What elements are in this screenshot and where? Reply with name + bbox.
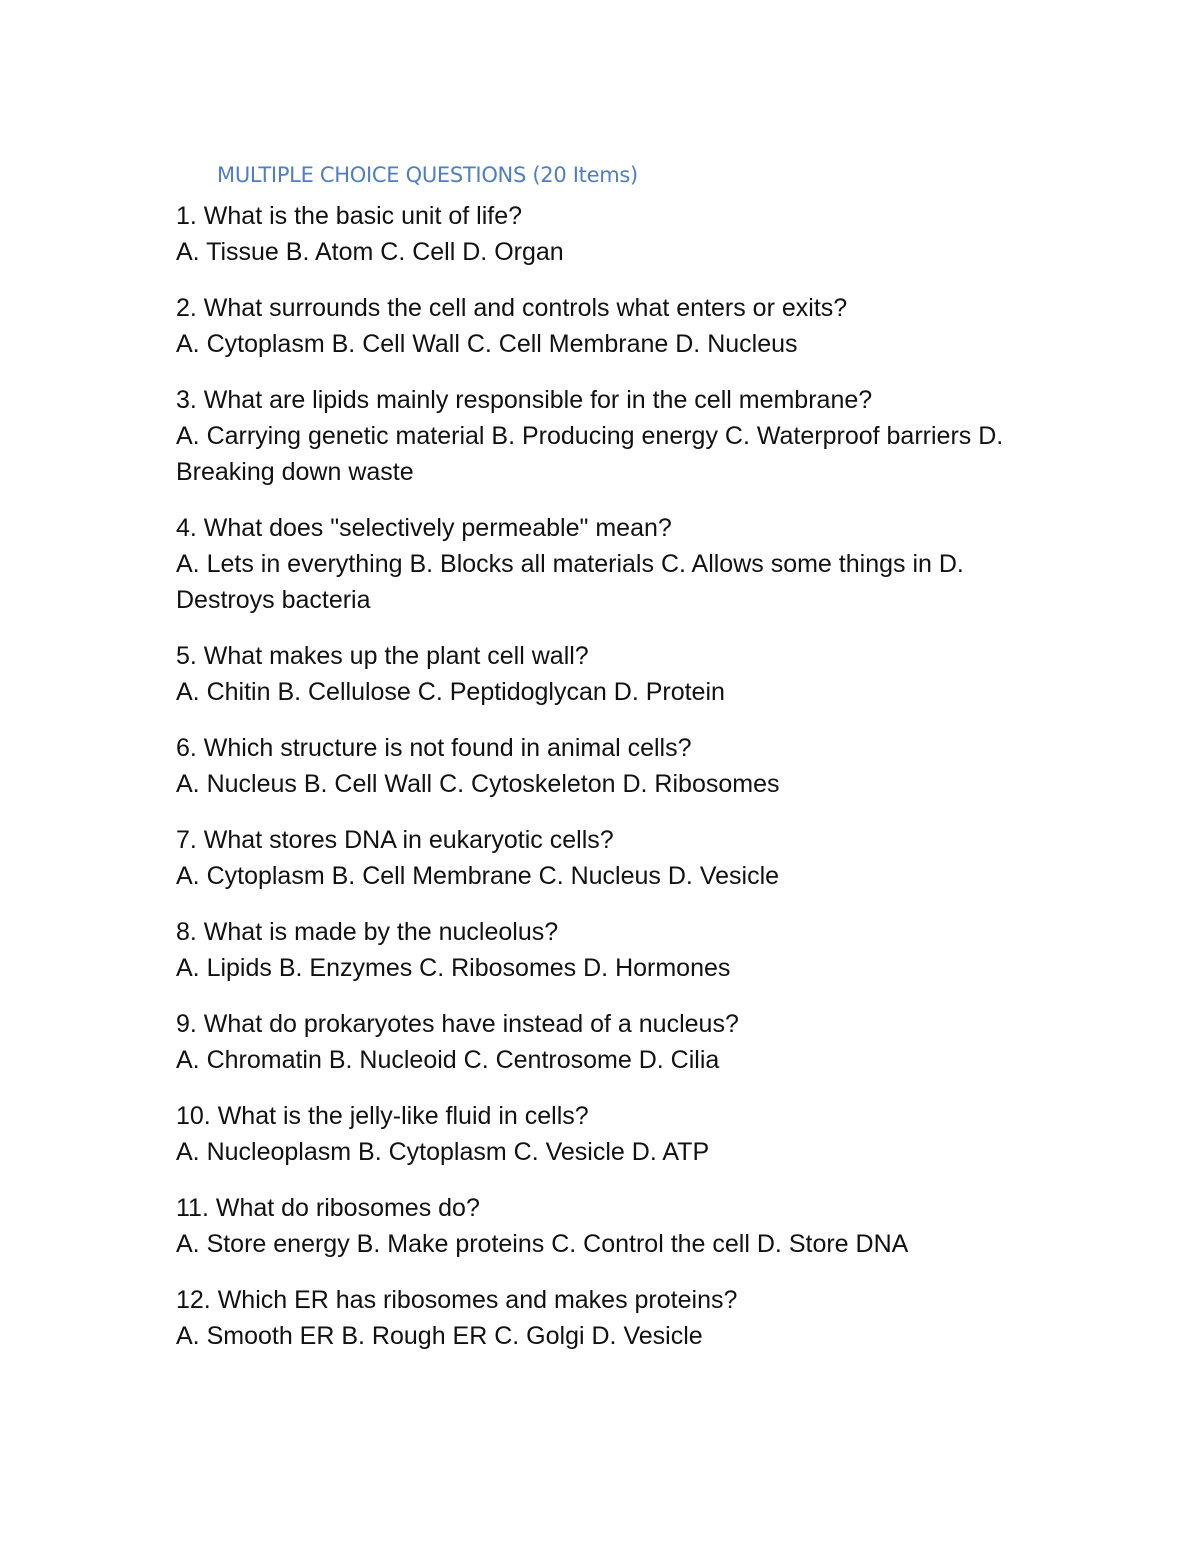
- question-text: 9. What do prokaryotes have instead of a nucleus?: [176, 1010, 739, 1038]
- option-c: C. Centrosome: [463, 1046, 632, 1074]
- option-b: B. Producing energy: [491, 422, 718, 450]
- question-item: [176, 730, 1036, 802]
- answer-options: [176, 1134, 1036, 1170]
- option-d: D. Breaking down waste: [176, 422, 1011, 486]
- option-c: C. Cytoskeleton: [439, 770, 616, 798]
- question-text: 8. What is made by the nucleolus?: [176, 918, 559, 946]
- option-b: B. Cell Membrane: [331, 862, 532, 890]
- option-d: D. Destroys bacteria: [176, 550, 971, 614]
- option-a: A. Lets in everything: [176, 550, 403, 578]
- option-a: A. Tissue: [176, 238, 279, 266]
- option-d: D. Vesicle: [667, 862, 780, 890]
- question-list: [176, 198, 1036, 1374]
- question-text: 10. What is the jelly-like fluid in cells?: [176, 1102, 589, 1130]
- question-item: [176, 1098, 1036, 1170]
- question-item: [176, 382, 1036, 490]
- question-item: [176, 1282, 1036, 1354]
- option-b: B. Enzymes: [278, 954, 413, 982]
- question-item: [176, 1006, 1036, 1078]
- question-text: 2. What surrounds the cell and controls what enters or exits?: [176, 294, 848, 322]
- option-d: D. Hormones: [583, 954, 731, 982]
- option-c: C. Cell Membrane: [466, 330, 669, 358]
- answer-options: [176, 1318, 1036, 1354]
- question-item: [176, 914, 1036, 986]
- question-text: 6. Which structure is not found in animal cells?: [176, 734, 692, 762]
- option-d: D. Vesicle: [591, 1322, 703, 1350]
- option-c: C. Ribosomes: [419, 954, 577, 982]
- answer-options: [176, 1226, 1036, 1262]
- answer-options: [176, 418, 1036, 490]
- option-d: D. Protein: [613, 678, 725, 706]
- option-b: B. Blocks all materials: [409, 550, 654, 578]
- option-c: C. Vesicle: [513, 1138, 625, 1166]
- option-a: A. Lipids: [176, 954, 272, 982]
- question-text: 5. What makes up the plant cell wall?: [176, 642, 589, 670]
- option-a: A. Nucleus: [176, 770, 297, 798]
- option-c: C. Golgi: [494, 1322, 585, 1350]
- question-item: [176, 638, 1036, 710]
- question-text: 11. What do ribosomes do?: [176, 1194, 480, 1222]
- answer-options: [176, 1042, 1036, 1078]
- option-a: A. Cytoplasm: [176, 862, 325, 890]
- option-d: D. Ribosomes: [622, 770, 780, 798]
- option-c: C. Cell: [380, 238, 456, 266]
- answer-options: [176, 326, 1036, 362]
- option-a: A. Smooth ER: [176, 1322, 335, 1350]
- option-c: C. Waterproof barriers: [724, 422, 972, 450]
- option-b: B. Make proteins: [356, 1230, 545, 1258]
- option-a: A. Chromatin: [176, 1046, 322, 1074]
- answer-options: [176, 950, 1036, 986]
- option-b: B. Atom: [285, 238, 374, 266]
- answer-options: [176, 766, 1036, 802]
- option-c: C. Nucleus: [538, 862, 661, 890]
- option-b: B. Nucleoid: [328, 1046, 457, 1074]
- option-a: A. Chitin: [176, 678, 271, 706]
- option-b: B. Cellulose: [277, 678, 411, 706]
- option-d: D. Store DNA: [756, 1230, 909, 1258]
- option-c: C. Control the cell: [551, 1230, 750, 1258]
- option-d: D. Cilia: [638, 1046, 720, 1074]
- question-text: 1. What is the basic unit of life?: [176, 202, 523, 230]
- question-text: 7. What stores DNA in eukaryotic cells?: [176, 826, 614, 854]
- option-b: B. Cell Wall: [331, 330, 460, 358]
- answer-options: [176, 858, 1036, 894]
- answer-options: [176, 234, 1036, 270]
- question-item: [176, 1190, 1036, 1262]
- question-item: [176, 510, 1036, 618]
- question-text: 4. What does "selectively permeable" mean?: [176, 514, 672, 542]
- option-d: D. Organ: [462, 238, 564, 266]
- option-c: C. Peptidoglycan: [417, 678, 607, 706]
- question-item: [176, 198, 1036, 270]
- answer-options: [176, 674, 1036, 710]
- option-d: D. ATP: [631, 1138, 710, 1166]
- section-heading: MULTIPLE CHOICE QUESTIONS (20 Items): [217, 163, 638, 187]
- option-d: D. Nucleus: [675, 330, 798, 358]
- option-b: B. Rough ER: [341, 1322, 488, 1350]
- question-item: [176, 290, 1036, 362]
- answer-options: [176, 546, 1036, 618]
- option-a: A. Carrying genetic material: [176, 422, 485, 450]
- question-text: 3. What are lipids mainly responsible for in the cell membrane?: [176, 386, 873, 414]
- option-b: B. Cytoplasm: [358, 1138, 507, 1166]
- option-c: C. Allows some things in: [660, 550, 932, 578]
- option-a: A. Cytoplasm: [176, 330, 325, 358]
- option-a: A. Store energy: [176, 1230, 350, 1258]
- option-a: A. Nucleoplasm: [176, 1138, 352, 1166]
- question-item: [176, 822, 1036, 894]
- question-text: 12. Which ER has ribosomes and makes proteins?: [176, 1286, 738, 1314]
- option-b: B. Cell Wall: [303, 770, 433, 798]
